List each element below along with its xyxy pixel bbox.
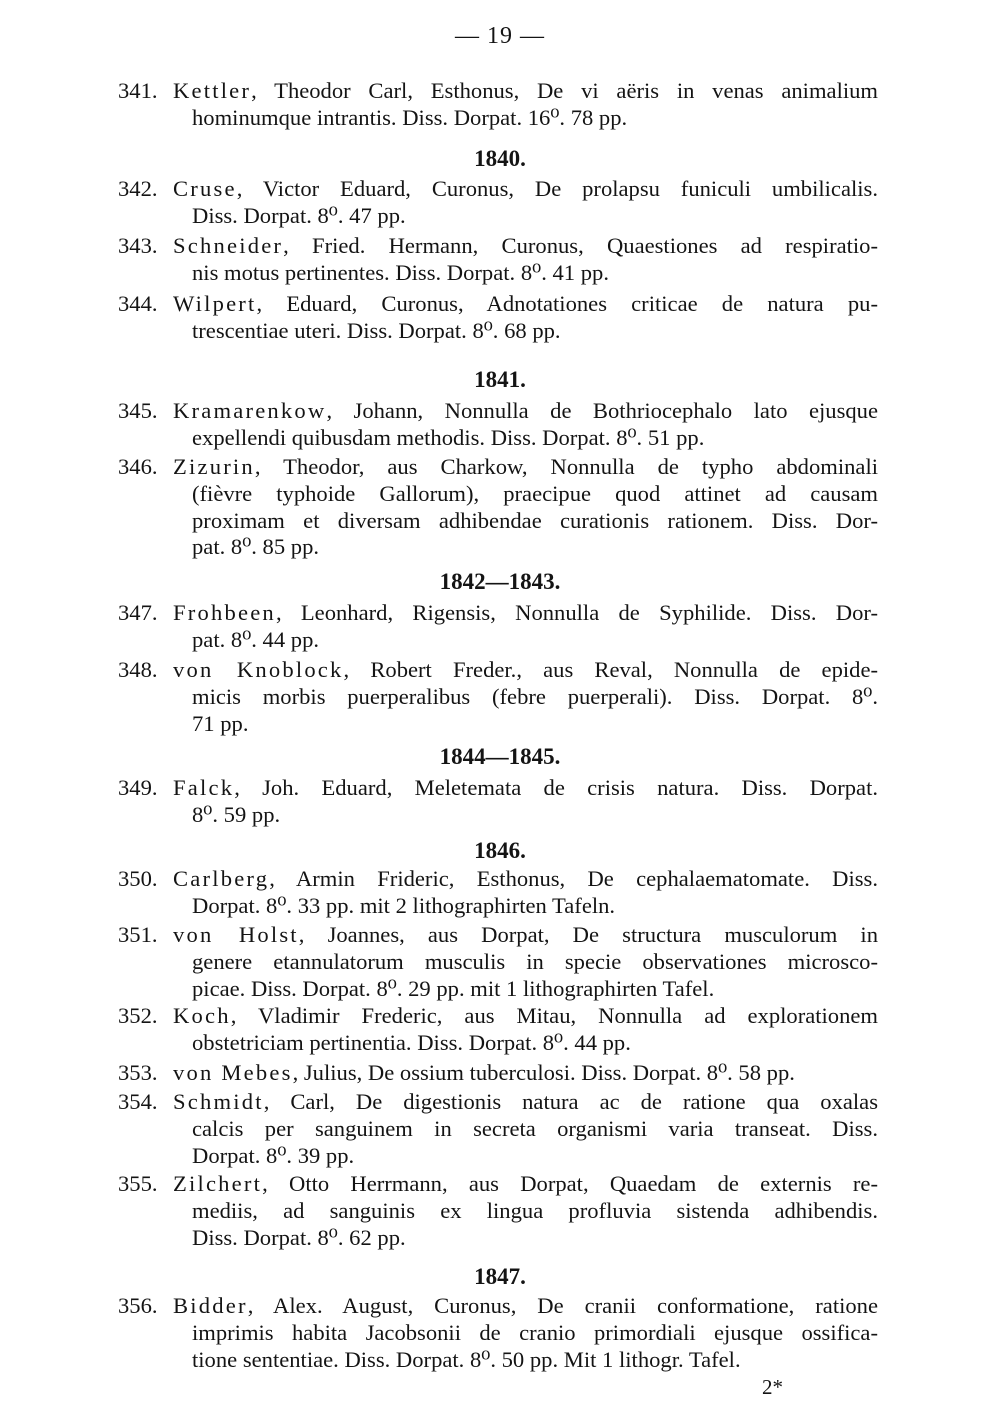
- entry-author: Carlberg: [173, 866, 270, 891]
- entry-author: von Mebes: [173, 1060, 293, 1085]
- entry-number: 341.: [118, 78, 158, 103]
- year-heading: 1844—1845.: [439, 744, 561, 769]
- entry-first-line: [173, 775, 878, 801]
- entry-text-line: , Vladimir Frederic, aus Mitau, Nonnulla ad explorationem: [230, 1003, 878, 1028]
- entry-author: Zilchert: [173, 1171, 263, 1196]
- entry-first-line: [173, 1003, 878, 1029]
- entry-text-line: , Theodor Carl, Esthonus, De vi aëris in venas animalium: [251, 78, 878, 103]
- entry-text-line: mediis, ad sanguinis ex lingua profluvia sistenda adhibendis.: [192, 1197, 878, 1223]
- entry-first-line: [173, 398, 878, 424]
- entry-first-line: [173, 291, 878, 317]
- entry-text-line: micis morbis puerperalibus (febre puerperali). Diss. Dorpat. 8⁰.: [192, 683, 878, 709]
- entry-first-line: [173, 1060, 878, 1086]
- entry-text-line: imprimis habita Jacobsonii de cranio primordiali ejusque ossifica-: [192, 1319, 878, 1345]
- entry-text-line: , Joh. Eduard, Meletemata de crisis natura. Diss. Dorpat.: [234, 775, 878, 800]
- entry-text-line: 8⁰. 59 pp.: [192, 801, 281, 827]
- entry-text-line: (fièvre typhoide Gallorum), praecipue quod attinet ad causam: [192, 480, 878, 506]
- entry-text-line: , Alex. August, Curonus, De cranii conformatione, ratione: [247, 1293, 878, 1318]
- entry-number: 356.: [118, 1293, 158, 1318]
- entry-text-line: trescentiae uteri. Diss. Dorpat. 8⁰. 68 pp.: [192, 317, 561, 343]
- entry-author: Falck: [173, 775, 235, 800]
- entry-text-line: , Leonhard, Rigensis, Nonnulla de Syphilide. Diss. Dor-: [275, 600, 878, 625]
- entry-text-line: , Robert Freder., aus Reval, Nonnulla de epide-: [343, 657, 879, 682]
- entry-number: 354.: [118, 1089, 158, 1114]
- entry-text-line: expellendi quibusdam methodis. Diss. Dorpat. 8⁰. 51 pp.: [192, 424, 705, 450]
- entry-text-line: proximam et diversam adhibendae curationis rationem. Diss. Dor-: [192, 507, 878, 533]
- entry-first-line: [173, 866, 878, 892]
- entry-author: Schneider: [173, 233, 284, 258]
- year-heading: 1842—1843.: [439, 569, 561, 594]
- entry-author: Kramarenkow: [173, 398, 327, 423]
- entry-author: von Knoblock: [173, 657, 344, 682]
- entry-text-line: obstetriciam pertinentia. Diss. Dorpat. 8⁰. 44 pp.: [192, 1029, 631, 1055]
- entry-first-line: [173, 454, 878, 480]
- entry-text-line: picae. Diss. Dorpat. 8⁰. 29 pp. mit 1 lithographirten Tafel.: [192, 975, 715, 1001]
- entry-text-line: , Carl, De digestionis natura ac de ratione qua oxalas: [263, 1089, 878, 1114]
- entry-author: Zizurin: [173, 454, 255, 479]
- entry-first-line: [173, 1171, 878, 1197]
- entry-text-line: , Johann, Nonnulla de Bothriocephalo lato ejusque: [326, 398, 878, 423]
- entry-text-line: , Victor Eduard, Curonus, De prolapsu funiculi umbilicalis.: [236, 176, 878, 201]
- entry-number: 344.: [118, 291, 158, 316]
- entry-number: 347.: [118, 600, 158, 625]
- entry-first-line: [173, 600, 878, 626]
- entry-author: Cruse: [173, 176, 237, 201]
- entry-text-line: Diss. Dorpat. 8⁰. 62 pp.: [192, 1224, 406, 1250]
- entry-text-line: calcis per sanguinem in secreta organismi varia transeat. Diss.: [192, 1115, 878, 1141]
- entry-author: Wilpert: [173, 291, 257, 316]
- entry-first-line: [173, 233, 878, 259]
- entry-text-line: , Joannes, aus Dorpat, De structura musculorum in: [298, 922, 878, 947]
- entry-first-line: [173, 78, 878, 104]
- entry-text-line: Dorpat. 8⁰. 39 pp.: [192, 1142, 355, 1168]
- entry-text-line: 71 pp.: [192, 710, 249, 736]
- entry-author: von Holst: [173, 922, 299, 947]
- entry-text-line: , Theodor, aus Charkow, Nonnulla de typho abdominali: [254, 454, 878, 479]
- entry-author: Koch: [173, 1003, 231, 1028]
- entry-number: 348.: [118, 657, 158, 682]
- entry-text-line: Dorpat. 8⁰. 33 pp. mit 2 lithographirten Tafeln.: [192, 892, 616, 918]
- entry-number: 343.: [118, 233, 158, 258]
- entry-first-line: [173, 1293, 878, 1319]
- entry-author: Schmidt: [173, 1089, 264, 1114]
- entry-text-line: , Otto Herrmann, aus Dorpat, Quaedam de externis re-: [262, 1171, 878, 1196]
- entry-number: 350.: [118, 866, 158, 891]
- entry-number: 349.: [118, 775, 158, 800]
- year-heading: 1846.: [474, 838, 526, 863]
- entry-text-line: , Armin Frideric, Esthonus, De cephalaematomate. Diss.: [269, 866, 878, 891]
- entry-number: 352.: [118, 1003, 158, 1028]
- entry-text-line: pat. 8⁰. 85 pp.: [192, 534, 320, 560]
- entry-text-line: , Fried. Hermann, Curonus, Quaestiones ad respiratio-: [283, 233, 878, 258]
- signature-mark: 2*: [762, 1375, 783, 1399]
- entry-first-line: [173, 657, 878, 683]
- entry-text-line: tione sententiae. Diss. Dorpat. 8⁰. 50 pp. Mit 1 lithogr. Tafel.: [192, 1346, 741, 1372]
- entry-author: Frohbeen: [173, 600, 276, 625]
- year-heading: 1841.: [474, 367, 526, 392]
- entry-text-line: Diss. Dorpat. 8⁰. 47 pp.: [192, 202, 406, 228]
- year-heading: 1847.: [474, 1264, 526, 1289]
- entry-text-line: , Julius, De ossium tuberculosi. Diss. Dorpat. 8⁰. 58 pp.: [292, 1060, 795, 1085]
- entry-author: Bidder: [173, 1293, 248, 1318]
- entry-text-line: pat. 8⁰. 44 pp.: [192, 626, 320, 652]
- entry-text-line: , Eduard, Curonus, Adnotationes criticae de natura pu-: [256, 291, 878, 316]
- page-number: — 19 —: [455, 23, 545, 49]
- entry-text-line: hominumque intrantis. Diss. Dorpat. 16⁰. 78 pp.: [192, 104, 628, 130]
- entry-first-line: [173, 1089, 878, 1115]
- entry-text-line: nis motus pertinentes. Diss. Dorpat. 8⁰. 41 pp.: [192, 259, 609, 285]
- entry-text-line: genere etannulatorum musculis in specie observationes microsco-: [192, 948, 878, 974]
- entry-number: 353.: [118, 1060, 158, 1085]
- entry-author: Kettler: [173, 78, 252, 103]
- entry-number: 355.: [118, 1171, 158, 1196]
- entry-first-line: [173, 176, 878, 202]
- entry-number: 351.: [118, 922, 158, 947]
- entry-first-line: [173, 922, 878, 948]
- entry-number: 345.: [118, 398, 158, 423]
- entry-number: 346.: [118, 454, 158, 479]
- year-heading: 1840.: [474, 146, 526, 171]
- entry-number: 342.: [118, 176, 158, 201]
